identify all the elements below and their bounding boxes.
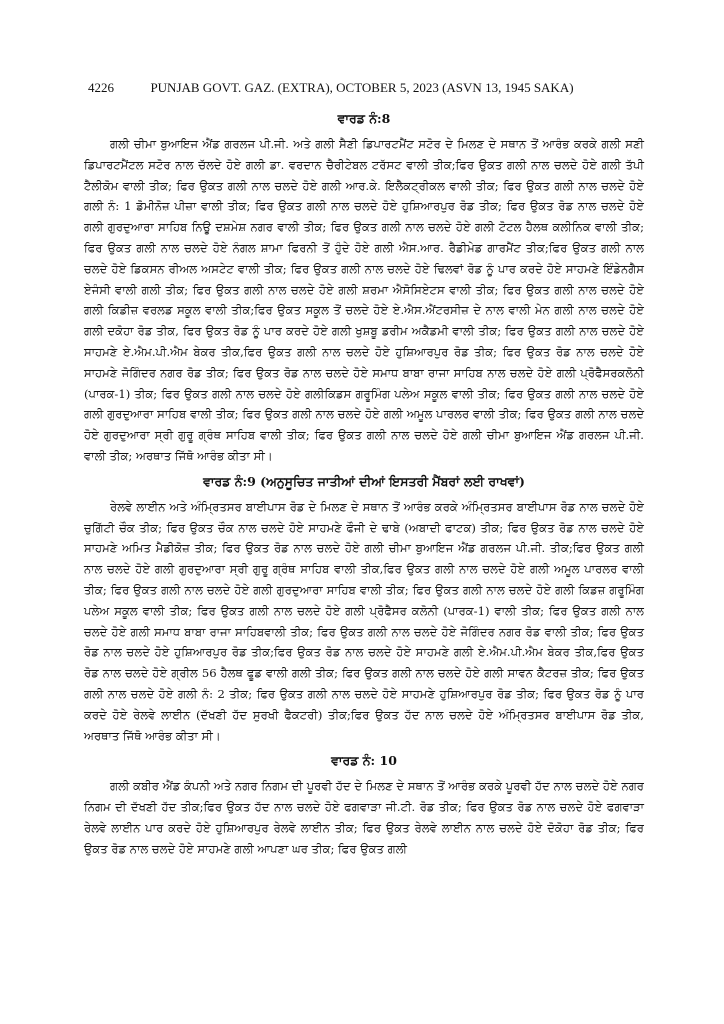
page-header bbox=[88, 80, 636, 98]
ward-boundary-text: ਗਲੀ ਕਬੀਰ ਐਂਡ ਕੰਪਨੀ ਅਤੇ ਨਗਰ ਨਿਗਮ ਦੀ ਪੂਰਵੀ ਹੱਦ ਦੇ ਮਿਲਣ ਦੇ ਸਥਾਨ ਤੋਂ ਆਰੰਭ ਕਰਕੇ ਪੂਰਵੀ ਹੱਦ ਨਾਲ ਚਲਦੇ ਹੋਏ ਨਗਰ ਨਿਗਮ ਦੀ ਦੱਖਣੀ ਹੱਦ ਤੀਕ;ਫਿਰ ਉਕਤ ਹੱਦ ਨਾਲ ਚਲਦੇ ਹੋਏ ਫਗਵਾੜਾ ਜੀ.ਟੀ. ਰੋਡ ਤੀਕ; ਫਿਰ ਉਕਤ ਰੋਡ ਨਾਲ ਚਲਦੇ ਹੋਏ ਫਗਵਾੜਾ ਰੇਲਵੇ ਲਾਈਨ ਪਾਰ ਕਰਦੇ ਹੋਏ ਹੁਸ਼ਿਆਰਪੁਰ ਰੇਲਵੇ ਲਾਈਨ ਤੀਕ; ਫਿਰ ਉਕਤ ਰੇਲਵੇ ਲਾਈਨ ਨਾਲ ਚਲਦੇ ਹੋਏ ਦੋਕੋਹਾ ਰੋਡ ਤੀਕ; ਫਿਰ ਉਕਤ ਰੋਡ ਨਾਲ ਚਲਦੇ ਹੋਏ ਸਾਹਮਣੇ ਗਲੀ ਆਪਣਾ ਘਰ ਤੀਕ; ਫਿਰ ਉਕਤ ਗਲੀ bbox=[84, 779, 644, 856]
ward-heading: ਵਾਰਡ ਨੰ:8 bbox=[337, 111, 391, 126]
ward-heading: ਵਾਰਡ ਨੰ: 10 bbox=[331, 753, 397, 769]
ward-section-10 bbox=[84, 752, 644, 859]
ward-section-9 bbox=[84, 473, 644, 747]
ward-heading: ਵਾਰਡ ਨੰ:9 (ਅਨੁਸੂਚਿਤ ਜਾਤੀਆਂ ਦੀਆਂ ਇਸਤਰੀ ਮੈਂਬਰਾਂ ਲਈ ਰਾਖਵਾਂ) bbox=[203, 473, 525, 489]
page-number: 4226 bbox=[88, 80, 114, 95]
ward-section-8 bbox=[84, 110, 644, 467]
page-content bbox=[84, 106, 644, 866]
ward-boundary-text: ਰੇਲਵੇ ਲਾਈਨ ਅਤੇ ਅੰਮ੍ਰਿਤਸਰ ਬਾਈਪਾਸ ਰੋਡ ਦੇ ਮਿਲਣ ਦੇ ਸਥਾਨ ਤੋਂ ਆਰੰਭ ਕਰਕੇ ਅੰਮ੍ਰਿਤਸਰ ਬਾਈਪਾਸ ਰੋਡ ਨਾਲ ਚਲਦੇ ਹੋਏ ਚੁਗਿੱਟੀ ਚੌਕ ਤੀਕ; ਫਿਰ ਉਕਤ ਚੌਕ ਨਾਲ ਚਲਦੇ ਹੋਏ ਸਾਹਮਣੇ ਫੌਜੀ ਦੇ ਢਾਬੇ (ਅਬਾਦੀ ਫਾਟਕ) ਤੀਕ; ਫਿਰ ਉਕਤ ਰੋਡ ਨਾਲ ਚਲਦੇ ਹੋਏ ਸਾਹਮਣੇ ਅਮਿਤ ਮੈਡੀਕੋਜ਼ ਤੀਕ; ਫਿਰ ਉਕਤ ਰੋਡ ਨਾਲ ਚਲਦੇ ਹੋਏ ਗਲੀ ਚੀਮਾ ਬੁਆਇਜ ਐਂਡ ਗਰਲਜ ਪੀ.ਜੀ. ਤੀਕ;ਫਿਰ ਉਕਤ ਗਲੀ ਨਾਲ ਚਲਦੇ ਹੋਏ ਗਲੀ ਗੁਰਦੁਆਰਾ ਸ੍ਰੀ ਗੁਰੂ ਗ੍ਰੰਥ ਸਾਹਿਬ ਵਾਲੀ ਤੀਕ,ਫਿਰ ਉਕਤ ਗਲੀ ਨਾਲ ਚਲਦੇ ਹੋਏ ਗਲੀ ਅਮੂਲ ਪਾਰਲਰ ਵਾਲੀ ਤੀਕ; ਫਿਰ ਉਕਤ ਗਲੀ ਨਾਲ ਚਲਦੇ ਹੋਏ ਗਲੀ ਗੁਰਦੁਆਰਾ ਸਾਹਿਬ ਵਾਲੀ ਤੀਕ; ਫਿਰ ਉਕਤ ਗਲੀ ਨਾਲ ਚਲਦੇ ਹੋਏ ਗਲੀ ਕਿਡਜ਼ ਗਰੂਮਿੰਗ ਪਲੇਅ ਸਕੂਲ ਵਾਲੀ ਤੀਕ; ਫਿਰ ਉਕਤ ਗਲੀ ਨਾਲ ਚਲਦੇ ਹੋਏ ਗਲੀ ਪ੍ਰੋਫੈਸਰ ਕਲੋਨੀ (ਪਾਰਕ-1) ਵਾਲੀ ਤੀਕ; ਫਿਰ ਉਕਤ ਗਲੀ ਨਾਲ ਚਲਦੇ ਹੋਏ ਗਲੀ ਸਮਾਧ ਬਾਬਾ ਰਾਜਾ ਸਾਹਿਬਵਾਲੀ ਤੀਕ; ਫਿਰ ਉਕਤ ਗਲੀ ਨਾਲ ਚਲਦੇ ਹੋਏ ਜੋਗਿੰਦਰ ਨਗਰ ਰੋਡ ਵਾਲੀ ਤੀਕ; ਫਿਰ ਉਕਤ ਰੋਡ ਨਾਲ ਚਲਦੇ ਹੋਏ ਹੁਸ਼ਿਆਰਪੁਰ ਰੋਡ ਤੀਕ;ਫਿਰ ਉਕਤ ਰੋਡ ਨਾਲ ਚਲਦੇ ਹੋਏ ਸਾਹਮਣੇ ਗਲੀ ਏ.ਐਮ.ਪੀ.ਐਮ ਬੇਕਰ ਤੀਕ,ਫਿਰ ਉਕਤ ਰੋਡ ਨਾਲ ਚਲਦੇ ਹੋਏ ਗ੍ਰੀਲ 56 ਹੈਲਥ ਫੂਡ ਵਾਲੀ ਗਲੀ ਤੀਕ; ਫਿਰ ਉਕਤ ਗਲੀ ਨਾਲ ਚਲਦੇ ਹੋਏ ਗਲੀ ਸਾਵਨ ਕੈਟਰਜ਼ ਤੀਕ; ਫਿਰ ਉਕਤ ਗਲੀ ਨਾਲ ਚਲਦੇ ਹੋਏ ਗਲੀ ਨੰ: 2 ਤੀਕ; ਫਿਰ ਉਕਤ ਗਲੀ ਨਾਲ ਚਲਦੇ ਹੋਏ ਸਾਹਮਣੇ ਹੁਸ਼ਿਆਰਪੁਰ ਰੋਡ ਤੀਕ; ਫਿਰ ਉਕਤ ਰੋਡ ਨੂੰ ਪਾਰ ਕਰਦੇ ਹੋਏ ਰੇਲਵੇ ਲਾਈਨ (ਦੱਖਣੀ ਹੱਦ ਸੁਰਖੀ ਫੈਕਟਰੀ) ਤੀਕ;ਫਿਰ ਉਕਤ ਹੱਦ ਨਾਲ ਚਲਦੇ ਹੋਏ ਅੰਮ੍ਰਿਤਸਰ ਬਾਈਪਾਸ ਰੋਡ ਤੀਕ, ਅਰਥਾਤ ਜਿੱਥੋ ਆਰੰਭ ਕੀਤਾ ਸੀ। bbox=[84, 499, 644, 743]
ward-boundary-text: ਗਲੀ ਚੀਮਾ ਬੁਆਇਜ ਐਂਡ ਗਰਲਜ ਪੀ.ਜੀ. ਅਤੇ ਗਲੀ ਸੈਣੀ ਡਿਪਾਰਟਮੈਂਟ ਸਟੋਰ ਦੇ ਮਿਲਣ ਦੇ ਸਥਾਨ ਤੋਂ ਆਰੰਭ ਕਰਕੇ ਗਲੀ ਸਣੀ ਡਿਪਾਰਟਮੈਂਟਲ ਸਟੋਰ ਨਾਲ ਚੱਲਦੇ ਹੋਏ ਗਲੀ ਡਾ. ਵਰਦਾਨ ਚੈਰੀਟੇਬਲ ਟਰੱਸਟ ਵਾਲੀ ਤੀਕ;ਫਿਰ ਉਕਤ ਗਲੀ ਨਾਲ ਚਲਦੇ ਹੋਏ ਗਲੀ ਤੱਪੀ ਟੈਲੀਕੋਮ ਵਾਲੀ ਤੀਕ; ਫਿਰ ਉਕਤ ਗਲੀ ਨਾਲ ਚਲਦੇ ਹੋਏ ਗਲੀ ਆਰ.ਕੇ. ਇਲੈਕਟ੍ਰੀਕਲ ਵਾਲੀ ਤੀਕ; ਫਿਰ ਉਕਤ ਗਲੀ ਨਾਲ ਚਲਦੇ ਹੋਏ ਗਲੀ ਨੰ: 1 ਡੋਮੀਨੋਜ਼ ਪੀਜ਼ਾ ਵਾਲੀ ਤੀਕ; ਫਿਰ ਉਕਤ ਗਲੀ ਨਾਲ ਚਲਦੇ ਹੋਏ ਹੁਸ਼ਿਆਰਪੁਰ ਰੋਡ ਤੀਕ; ਫਿਰ ਉਕਤ ਰੋਡ ਨਾਲ ਚਲਦੇ ਹੋਏ ਗਲੀ ਗੁਰਦੁਆਰਾ ਸਾਹਿਬ ਨਿਊ ਦਸ਼ਮੇਸ਼ ਨਗਰ ਵਾਲੀ ਤੀਕ; ਫਿਰ ਉਕਤ ਗਲੀ ਨਾਲ ਚਲਦੇ ਹੋਏ ਗਲੀ ਟੋਟਲ ਹੈਲਥ ਕਲੀਨਿਕ ਵਾਲੀ ਤੀਕ; ਫਿਰ ਉਕਤ ਗਲੀ ਨਾਲ ਚਲਦੇ ਹੋਏ ਨੰਗਲ ਸ਼ਾਮਾ ਫਿਰਨੀ ਤੋਂ ਹੁੰਦੇ ਹੋਏ ਗਲੀ ਐਸ.ਆਰ. ਰੈਡੀਮੇਡ ਗਾਰਮੈਂਟ ਤੀਕ;ਫਿਰ ਉਕਤ ਗਲੀ ਨਾਲ ਚਲਦੇ ਹੋਏ ਡਿਕਸਨ ਰੀਅਲ ਅਸਟੇਟ ਵਾਲੀ ਤੀਕ; ਫਿਰ ਉਕਤ ਗਲੀ ਨਾਲ ਚਲਦੇ ਹੋਏ ਢਿਲਵਾਂ ਰੋਡ ਨੂੰ ਪਾਰ ਕਰਦੇ ਹੋਏ ਸਾਹਮਣੇ ਇੰਡੇਨਗੈਸ ਏਜੰਸੀ ਵਾਲੀ ਗਲੀ ਤੀਕ; ਫਿਰ ਉਕਤ ਗਲੀ ਨਾਲ ਚਲਦੇ ਹੋਏ ਗਲੀ ਸ਼ਰਮਾ ਐਸੋਸਿਏਟਸ ਵਾਲੀ ਤੀਕ; ਫਿਰ ਉਕਤ ਗਲੀ ਨਾਲ ਚਲਦੇ ਹੋਏ ਗਲੀ ਕਿਡੀਜ਼ ਵਰਲਡ ਸਕੂਲ ਵਾਲੀ ਤੀਕ;ਫਿਰ ਉਕਤ ਸਕੂਲ ਤੋਂ ਚਲਦੇ ਹੋਏ ਏ.ਐਸ.ਐਂਟਰਸੀਜ਼ ਦੇ ਨਾਲ ਵਾਲੀ ਮੇਨ ਗਲੀ ਨਾਲ ਚਲਦੇ ਹੋਏ ਗਲੀ ਦਕੋਹਾ ਰੋਡ ਤੀਕ, ਫਿਰ ਉਕਤ ਰੋਡ ਨੂੰ ਪਾਰ ਕਰਦੇ ਹੋਏ ਗਲੀ ਖੁਸ਼ਬੂ ਡਰੀਮ ਅਕੈਡਮੀ ਵਾਲੀ ਤੀਕ; ਫਿਰ ਉਕਤ ਗਲੀ ਨਾਲ ਚਲਦੇ ਹੋਏ ਸਾਹਮਣੇ ਏ.ਐਮ.ਪੀ.ਐਮ ਬੇਕਰ ਤੀਕ,ਫਿਰ ਉਕਤ ਗਲੀ ਨਾਲ ਚਲਦੇ ਹੋਏ ਹੁਸ਼ਿਆਰਪੁਰ ਰੋਡ ਤੀਕ; ਫਿਰ ਉਕਤ ਰੋਡ ਨਾਲ ਚਲਦੇ ਹੋਏ ਸਾਹਮਣੇ ਜੋਗਿੰਦਰ ਨਗਰ ਰੋਡ ਤੀਕ; ਫਿਰ ਉਕਤ ਰੋਡ ਨਾਲ ਚਲਦੇ ਹੋਏ ਸਮਾਧ ਬਾਬਾ ਰਾਜਾ ਸਾਹਿਬ ਨਾਲ ਚਲਦੇ ਹੋਏ ਗਲੀ ਪ੍ਰੋਫੈਸਰਕਲੋਨੀ (ਪਾਰਕ-1) ਤੀਕ; ਫਿਰ ਉਕਤ ਗਲੀ ਨਾਲ ਚਲਦੇ ਹੋਏ ਗਲੀਕਿਡਸ ਗਰੂਮਿੰਗ ਪਲੇਅ ਸਕੂਲ ਵਾਲੀ ਤੀਕ; ਫਿਰ ਉਕਤ ਗਲੀ ਨਾਲ ਚਲਦੇ ਹੋਏ ਗਲੀ ਗੁਰਦੁਆਰਾ ਸਾਹਿਬ ਵਾਲੀ ਤੀਕ; ਫਿਰ ਉਕਤ ਗਲੀ ਨਾਲ ਚਲਦੇ ਹੋਏ ਗਲੀ ਅਮੂਲ ਪਾਰਲਰ ਵਾਲੀ ਤੀਕ; ਫਿਰ ਉਕਤ ਗਲੀ ਨਾਲ ਚਲਦੇ ਹੋਏ ਗੁਰਦੁਆਰਾ ਸ੍ਰੀ ਗੁਰੂ ਗ੍ਰੰਥ ਸਾਹਿਬ ਵਾਲੀ ਤੀਕ; ਫਿਰ ਉਕਤ ਗਲੀ ਨਾਲ ਚਲਦੇ ਹੋਏ ਗਲੀ ਚੀਮਾ ਬੁਆਇਜ ਐਂਡ ਗਰਲਜ ਪੀ.ਜੀ. ਵਾਲੀ ਤੀਕ; ਅਰਥਾਤ ਜਿੱਥੋ ਆਰੰਭ ਕੀਤਾ ਸੀ। bbox=[84, 137, 644, 463]
gazette-title: PUNJAB GOVT. GAZ. (EXTRA), OCTOBER 5, 2023 (ASVN 13, 1945 SAKA) bbox=[150, 80, 574, 95]
